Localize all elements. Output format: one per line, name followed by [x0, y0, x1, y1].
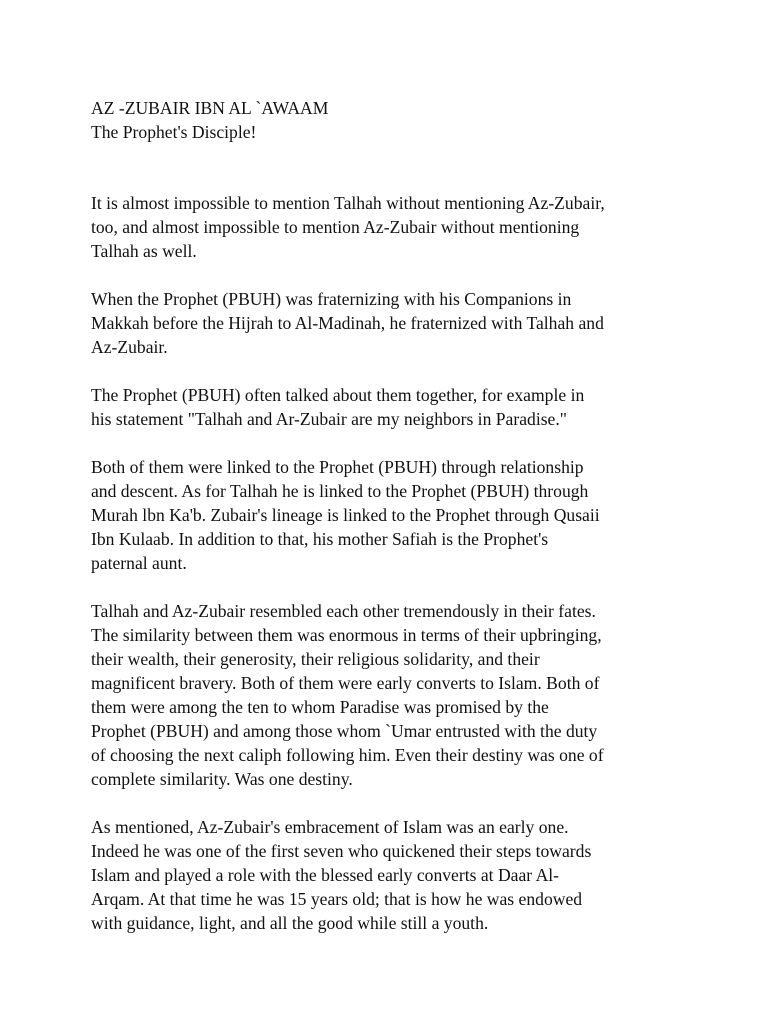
text-line: As mentioned, Az-Zubair's embracement of Islam was an early one. — [91, 817, 569, 837]
text-line: them were among the ten to whom Paradise was promised by the — [91, 697, 549, 717]
document-title: AZ -ZUBAIR IBN AL `AWAAM — [91, 98, 329, 118]
title-block — [91, 96, 691, 144]
document-page — [91, 96, 691, 959]
paragraph — [91, 599, 691, 791]
text-line: with guidance, light, and all the good while still a youth. — [91, 913, 489, 933]
text-line: The Prophet (PBUH) often talked about them together, for example in — [91, 385, 585, 405]
text-line: Talhah as well. — [91, 241, 197, 261]
paragraph — [91, 815, 691, 935]
text-line: Indeed he was one of the first seven who quickened their steps towards — [91, 841, 592, 861]
text-line: his statement "Talhah and Ar-Zubair are my neighbors in Paradise." — [91, 409, 567, 429]
text-line: Talhah and Az-Zubair resembled each other tremendously in their fates. — [91, 601, 596, 621]
text-line: Ibn Kulaab. In addition to that, his mother Safiah is the Prophet's — [91, 529, 549, 549]
text-line: too, and almost impossible to mention Az-Zubair without mentioning — [91, 217, 580, 237]
text-line: Murah lbn Ka'b. Zubair's lineage is linked to the Prophet through Qusaii — [91, 505, 600, 525]
text-line: Both of them were linked to the Prophet (PBUH) through relationship — [91, 457, 584, 477]
paragraph — [91, 287, 691, 359]
text-line: It is almost impossible to mention Talhah without mentioning Az-Zubair, — [91, 193, 605, 213]
text-line: their wealth, their generosity, their religious solidarity, and their — [91, 649, 540, 669]
paragraph — [91, 455, 691, 575]
document-body — [91, 191, 691, 935]
text-line: complete similarity. Was one destiny. — [91, 769, 353, 789]
text-line: When the Prophet (PBUH) was fraternizing with his Companions in — [91, 289, 572, 309]
text-line: Az-Zubair. — [91, 337, 168, 357]
text-line: The similarity between them was enormous in terms of their upbringing, — [91, 625, 602, 645]
text-line: magnificent bravery. Both of them were early converts to Islam. Both of — [91, 673, 600, 693]
text-line: Arqam. At that time he was 15 years old; that is how he was endowed — [91, 889, 583, 909]
text-line: paternal aunt. — [91, 553, 187, 573]
text-line: Makkah before the Hijrah to Al-Madinah, he fraternized with Talhah and — [91, 313, 604, 333]
document-subtitle: The Prophet's Disciple! — [91, 122, 257, 142]
text-line: Islam and played a role with the blessed early converts at Daar Al- — [91, 865, 560, 885]
text-line: of choosing the next caliph following him. Even their destiny was one of — [91, 745, 604, 765]
text-line: and descent. As for Talhah he is linked to the Prophet (PBUH) through — [91, 481, 589, 501]
text-line: Prophet (PBUH) and among those whom `Umar entrusted with the duty — [91, 721, 598, 741]
paragraph — [91, 383, 691, 431]
paragraph — [91, 191, 691, 263]
